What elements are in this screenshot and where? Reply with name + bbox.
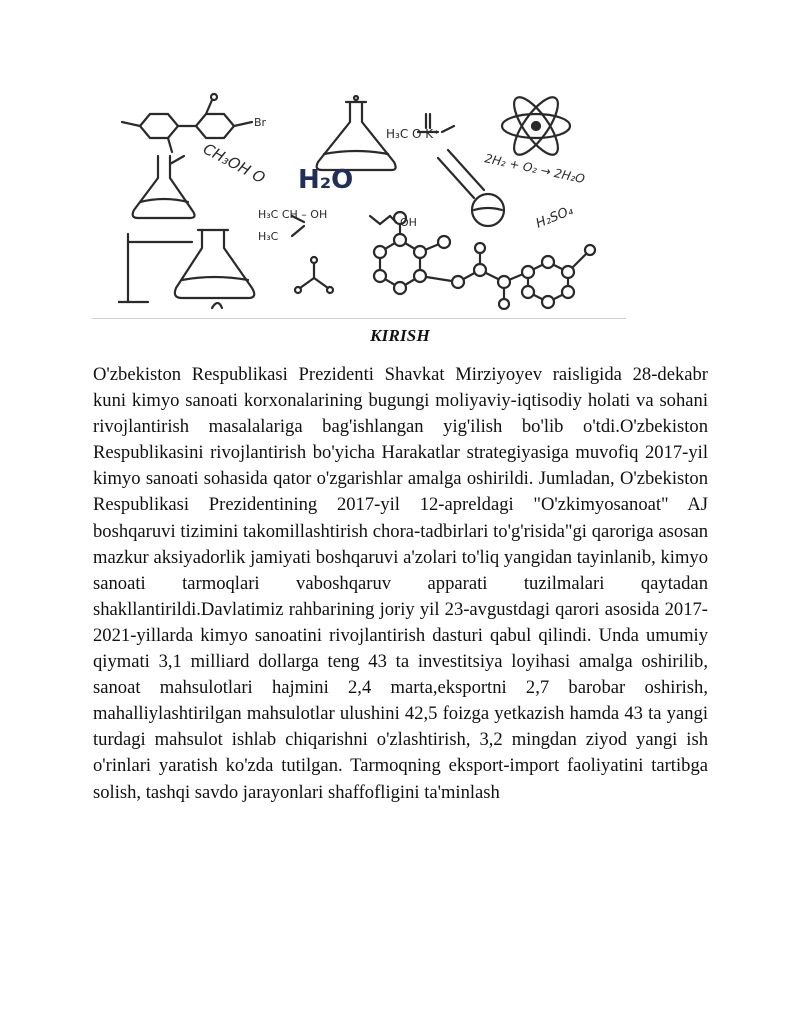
acetate-formula: H₃C O K⁺ bbox=[386, 127, 440, 141]
section-heading: KIRISH bbox=[370, 326, 430, 345]
sulfuric-acid-formula: H₂SO₄ bbox=[533, 203, 576, 232]
atom-icon bbox=[502, 92, 570, 161]
header-divider bbox=[92, 318, 626, 319]
ball-stick-molecule-icon bbox=[380, 220, 588, 304]
hydroxyl-formula: OH bbox=[400, 216, 417, 229]
methanol-formula: CH₃OH O bbox=[200, 139, 269, 188]
bromine-label: Br bbox=[254, 116, 267, 129]
chemistry-sketch-svg bbox=[118, 92, 618, 310]
benzene-chain-icon bbox=[122, 94, 252, 152]
branched-molecule-icon bbox=[295, 257, 333, 293]
body-paragraph: O'zbekiston Respublikasi Prezidenti Shavkat Mirziyoyev raisligida 28-dekabr kuni kimyo sanoati korxonalarining bugungi moliyaviy-iqtisodiy holati va sohani rivojlantirish masalalariga bag'ishlangan yig'ilish bo'lib o'tdi.O'zbekiston Respublikasini rivojlantirish bo'yicha Harakatlar strategiyasiga muvofiq 2017-yil kimyo sanoati sohasida qator o'zgarishlar amalga oshirildi. Jumladan, O'zbekiston Respublikasi Prezidentining 2017-yil 12-apreldagi "O'zkimyosanoat" AJ boshqaruvi tizimini takomillashtirish chora-tadbirlari to'g'risida"gi qaroriga asosan mazkur aksiyadorlik jamiyati boshqaruvi a'zolari to'liq yangidan tayinlanib, kimyo sanoati tarmoqlari vaboshqaruv apparati tuzilmalari qaytadan shakllantirildi.Davlatimiz rahbarining joriy yil 23-avgustdagi qarori asosida 2017-2021-yillarda kimyo sanoatini rivojlantirish dasturi qabul qilindi. Unda umumiy qiymati 3,1 milliard dollarga teng 43 ta investitsiya loyihasi amalga oshirilib, sanoat mahsulotlari hajmini 2,4 marta,eksportni 2,7 barobar oshirish, mahalliylashtirilgan mahsulotlar ulushini 42,5 foizga yetkazish hamda 43 ta yangi turdagi mahsulot ishlab chiqarishni o'zlashtirish, 3,2 mingdan ziyod yangi ish o'rinlari yaratish ko'zda tutilgan. Tarmoqning eksport-import faoliyatini tartibga solish, tashqi savdo jarayonlari shaffofligini ta'minlash bbox=[93, 364, 708, 803]
lab-stand-icon bbox=[118, 230, 254, 308]
alcohol-formula-h3c: H₃C bbox=[258, 230, 279, 243]
h2o-formula: H₂O bbox=[298, 165, 354, 195]
chemistry-illustration bbox=[118, 92, 618, 310]
alcohol-formula: H₃C CH – OH bbox=[258, 208, 328, 221]
round-flask-icon bbox=[133, 156, 195, 218]
flask-icon bbox=[317, 96, 396, 170]
water-equation: 2H₂ + O₂ → 2H₂O bbox=[483, 151, 587, 187]
